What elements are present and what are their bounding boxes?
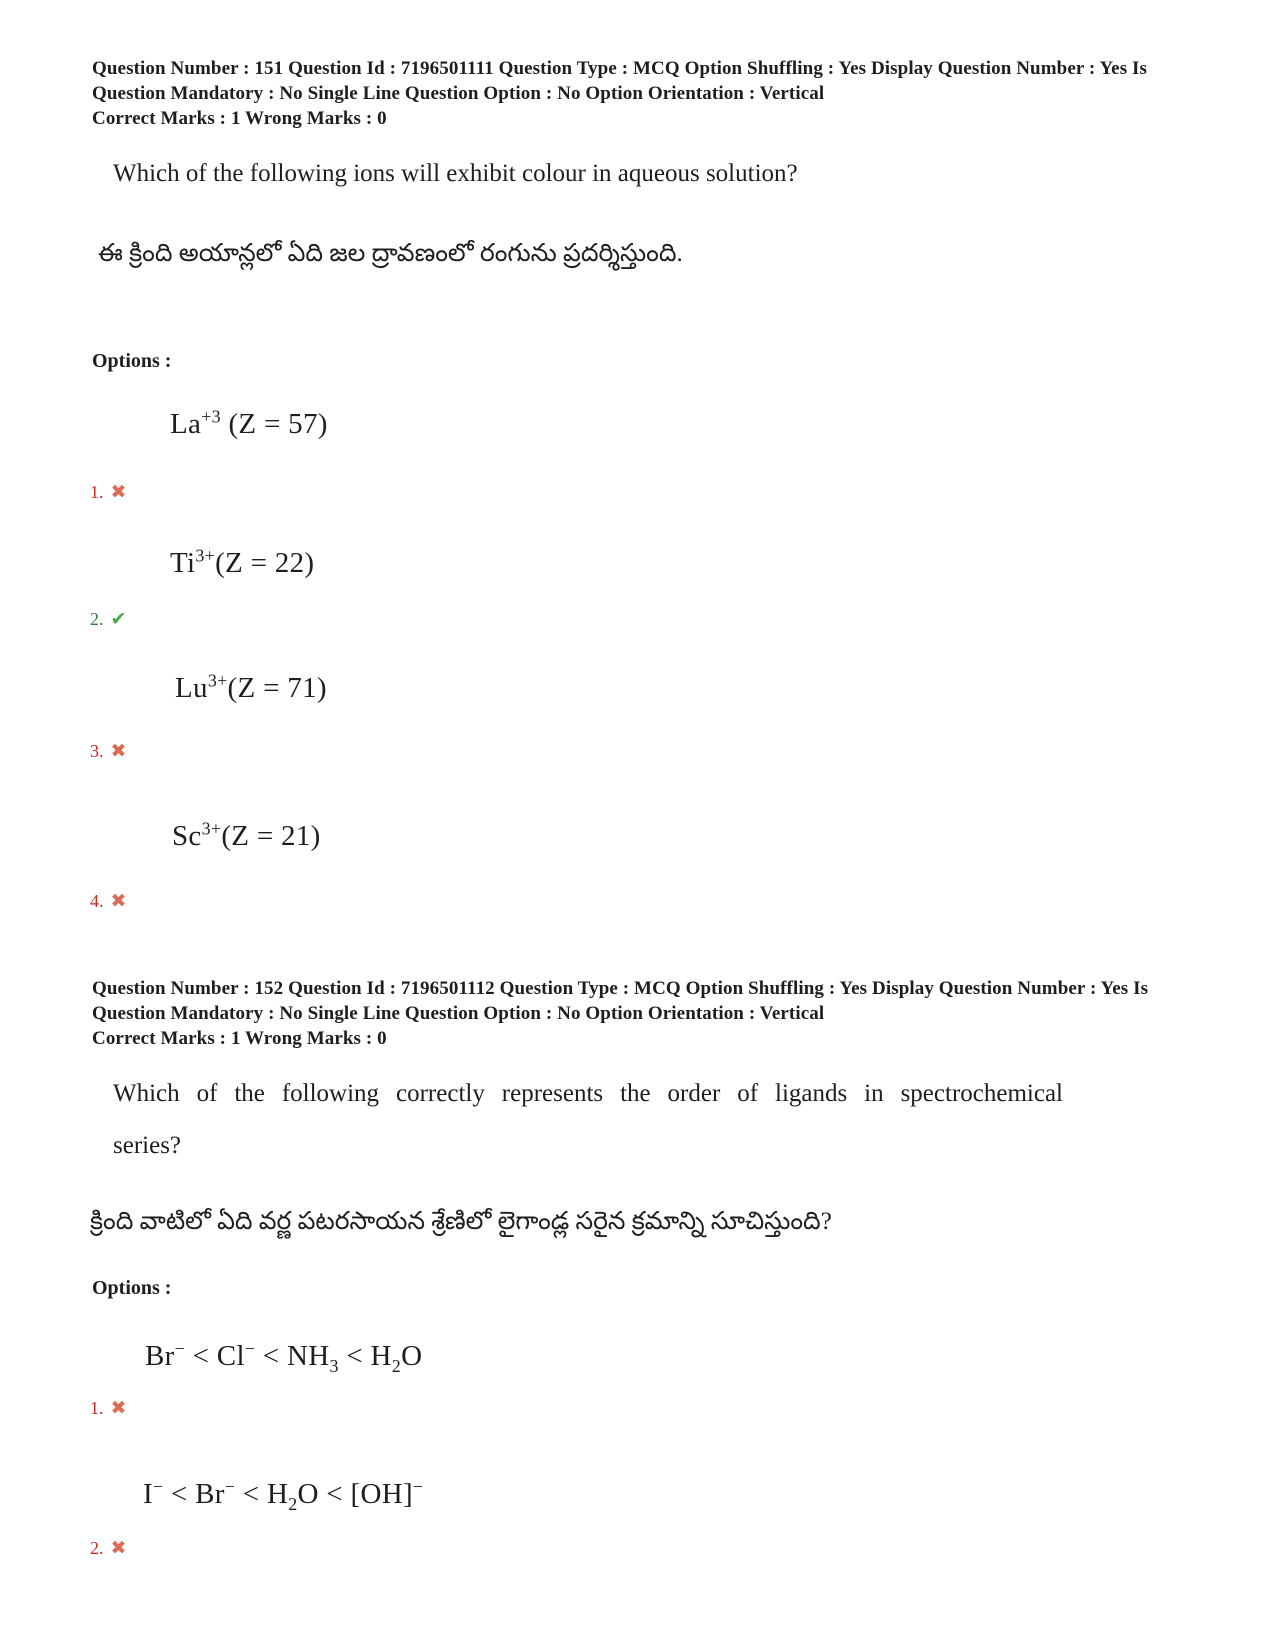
option-number: 1. [90, 1398, 104, 1418]
question-152-options-label: Options : [92, 1277, 172, 1299]
question-152-text-english-line2: series? [113, 1132, 182, 1159]
option-number: 2. [90, 1538, 104, 1558]
option-number: 2. [90, 609, 104, 629]
wrong-icon: ✖ [110, 481, 127, 503]
option-number: 1. [90, 482, 104, 502]
question-152-metadata-line1: Question Number : 152 Question Id : 7196501112 Question Type : MCQ Option Shuffling : Yes Display Question Number : Yes Is [92, 978, 1149, 999]
question-151-marks-line: Correct Marks : 1 Wrong Marks : 0 [92, 108, 387, 129]
option-formula-lu: $Lu^{3+}(Z = 71)$ [175, 670, 327, 704]
question-151-metadata-line2: Question Mandatory : No Single Line Question Option : No Option Orientation : Vertical [92, 83, 825, 104]
option-result-marker [90, 481, 126, 503]
option-formula-spectro-1: $Br^- < Cl^- < NH_3 < H_2O$ [145, 1338, 423, 1376]
wrong-icon: ✖ [110, 890, 127, 912]
option-result-marker [90, 740, 126, 762]
option-result-marker [90, 1397, 126, 1419]
option-formula-spectro-2: $I^- < Br^- < H_2O < [OH]^-$ [143, 1476, 424, 1514]
option-result-marker [90, 890, 126, 912]
option-number: 3. [90, 741, 104, 761]
option-result-marker [90, 608, 126, 630]
wrong-icon: ✖ [110, 1397, 127, 1419]
option-formula-sc: $Sc^{3+}(Z = 21)$ [172, 818, 321, 852]
question-152-text-telugu: క్రింది వాటిలో ఏది వర్ణ పటరసాయన శ్రేణిలో లైగాండ్ల సరైన క్రమాన్ని సూచిస్తుంది? [90, 1208, 832, 1235]
question-152-metadata-line2: Question Mandatory : No Single Line Question Option : No Option Orientation : Vertical [92, 1003, 825, 1024]
option-formula-ti: $Ti^{3+}(Z = 22)$ [170, 545, 315, 579]
question-151-text-telugu: ఈ క్రింది అయాన్లలో ఏది జల ద్రావణంలో రంగును ప్రదర్శిస్తుంది. [98, 240, 683, 267]
option-formula-la: $La^{+3}$ (Z = 57) [170, 406, 328, 440]
question-151-options-label: Options : [92, 350, 172, 372]
option-result-marker [90, 1537, 126, 1559]
question-151-metadata-line1: Question Number : 151 Question Id : 7196501111 Question Type : MCQ Option Shuffling : Yes Display Question Number : Yes Is [92, 58, 1148, 79]
correct-icon: ✔ [110, 608, 127, 630]
wrong-icon: ✖ [110, 1537, 127, 1559]
question-152-text-english-line1: Which of the following correctly represents the order of ligands in spectrochemical [113, 1080, 1063, 1107]
question-152-marks-line: Correct Marks : 1 Wrong Marks : 0 [92, 1028, 387, 1049]
wrong-icon: ✖ [110, 740, 127, 762]
question-151-text-english: Which of the following ions will exhibit colour in aqueous solution? [113, 160, 798, 187]
option-number: 4. [90, 891, 104, 911]
